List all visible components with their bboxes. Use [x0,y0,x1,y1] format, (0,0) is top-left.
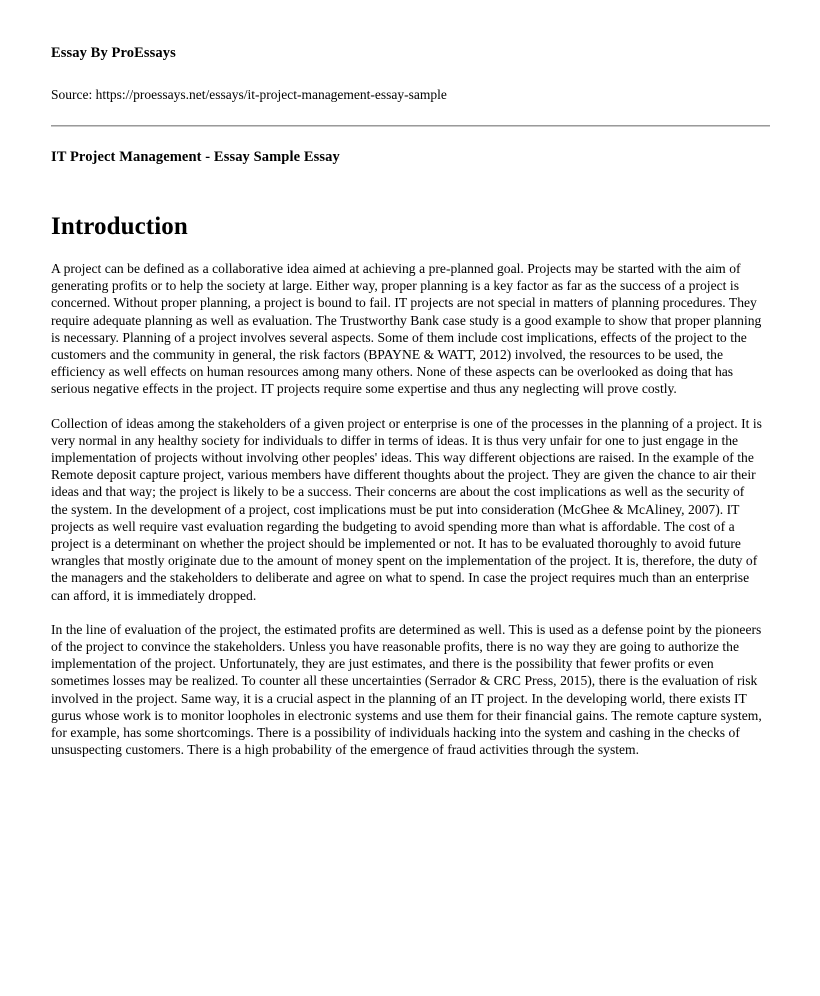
article-paragraph: A project can be defined as a collaborative idea aimed at achieving a pre-planned goal. Projects may be started with the aim of generating profits or to help the society at large. Either way, proper planning is a key factor as far as the success of a project is concerned. Without proper planning, a project is bound to fail. IT projects are not special in matters of planning procedures. They require adequate planning as well as evaluation. The Trustworthy Bank case study is a good example to show that proper planning is necessary. Planning of a project involves several aspects. Some of them include cost implications, effects of the project to the customers and the community in general, the risk factors (BPAYNE & WATT, 2012) involved, the resources to be used, the efficiency as well effects on human resources among many others. None of these aspects can be overlooked as doing that has serious negative effects in the project. IT projects require some expertise and thus any neglecting will prove costly. [51,261,762,397]
section-heading-introduction: Introduction [51,213,188,240]
article-body [51,260,770,758]
article-paragraph: Collection of ideas among the stakeholders of a given project or enterprise is one of the processes in the planning of a project. It is very normal in any healthy society for individuals to differ in terms of ideas. It is thus very unfair for one to just engage in the implementation of projects without involving other peoples' ideas. This way different objections are raised. In the example of the Remote deposit capture project, various members have different thoughts about the project. They are given the chance to air their ideas and that way; the project is likely to be a success. Their concerns are about the cost implications as well as the security of the system. In the development of a project, cost implications must be put into consideration (McGhee & McAliney, 2007). IT projects as well require vast evaluation regarding the budgeting to avoid spending more than what is affordable. The cost of a project is a determinant on whether the project should be implemented or not. It has to be evaluated thoroughly to avoid future wrangles that mostly originate due to the amount of money spent on the implementation of the project. It is, therefore, the duty of the managers and the stakeholders to deliberate and agree on what to spend. In case the project requires much than an enterprise can afford, it is immediately dropped. [51,415,762,603]
source-url-line: Source: https://proessays.net/essays/it-project-management-essay-sample [51,87,447,102]
document-title: IT Project Management - Essay Sample Essay [51,149,340,165]
site-name-heading: Essay By ProEssays [51,45,176,61]
header-divider [51,125,770,127]
article-paragraph: In the line of evaluation of the project, the estimated profits are determined as well. This is used as a defense point by the pioneers of the project to convince the stakeholders. Unless you have reasonable profits, there is no way they are going to authorize the implementation of the project. Unfortunately, they are just estimates, and there is the possibility that fewer profits or even sometimes losses may be realized. To counter all these uncertainties (Serrador & CRC Press, 2015), there is the evaluation of risk involved in the project. Same way, it is a crucial aspect in the planning of an IT project. In the developing world, there exists IT gurus whose work is to monitor loopholes in electronic systems and use them for their financial gains. The remote capture system, for example, has some shortcomings. There is a possibility of individuals hacking into the system and cashing in the checks of unsuspecting customers. There is a high probability of the emergence of fraud activities through the system. [51,621,762,758]
